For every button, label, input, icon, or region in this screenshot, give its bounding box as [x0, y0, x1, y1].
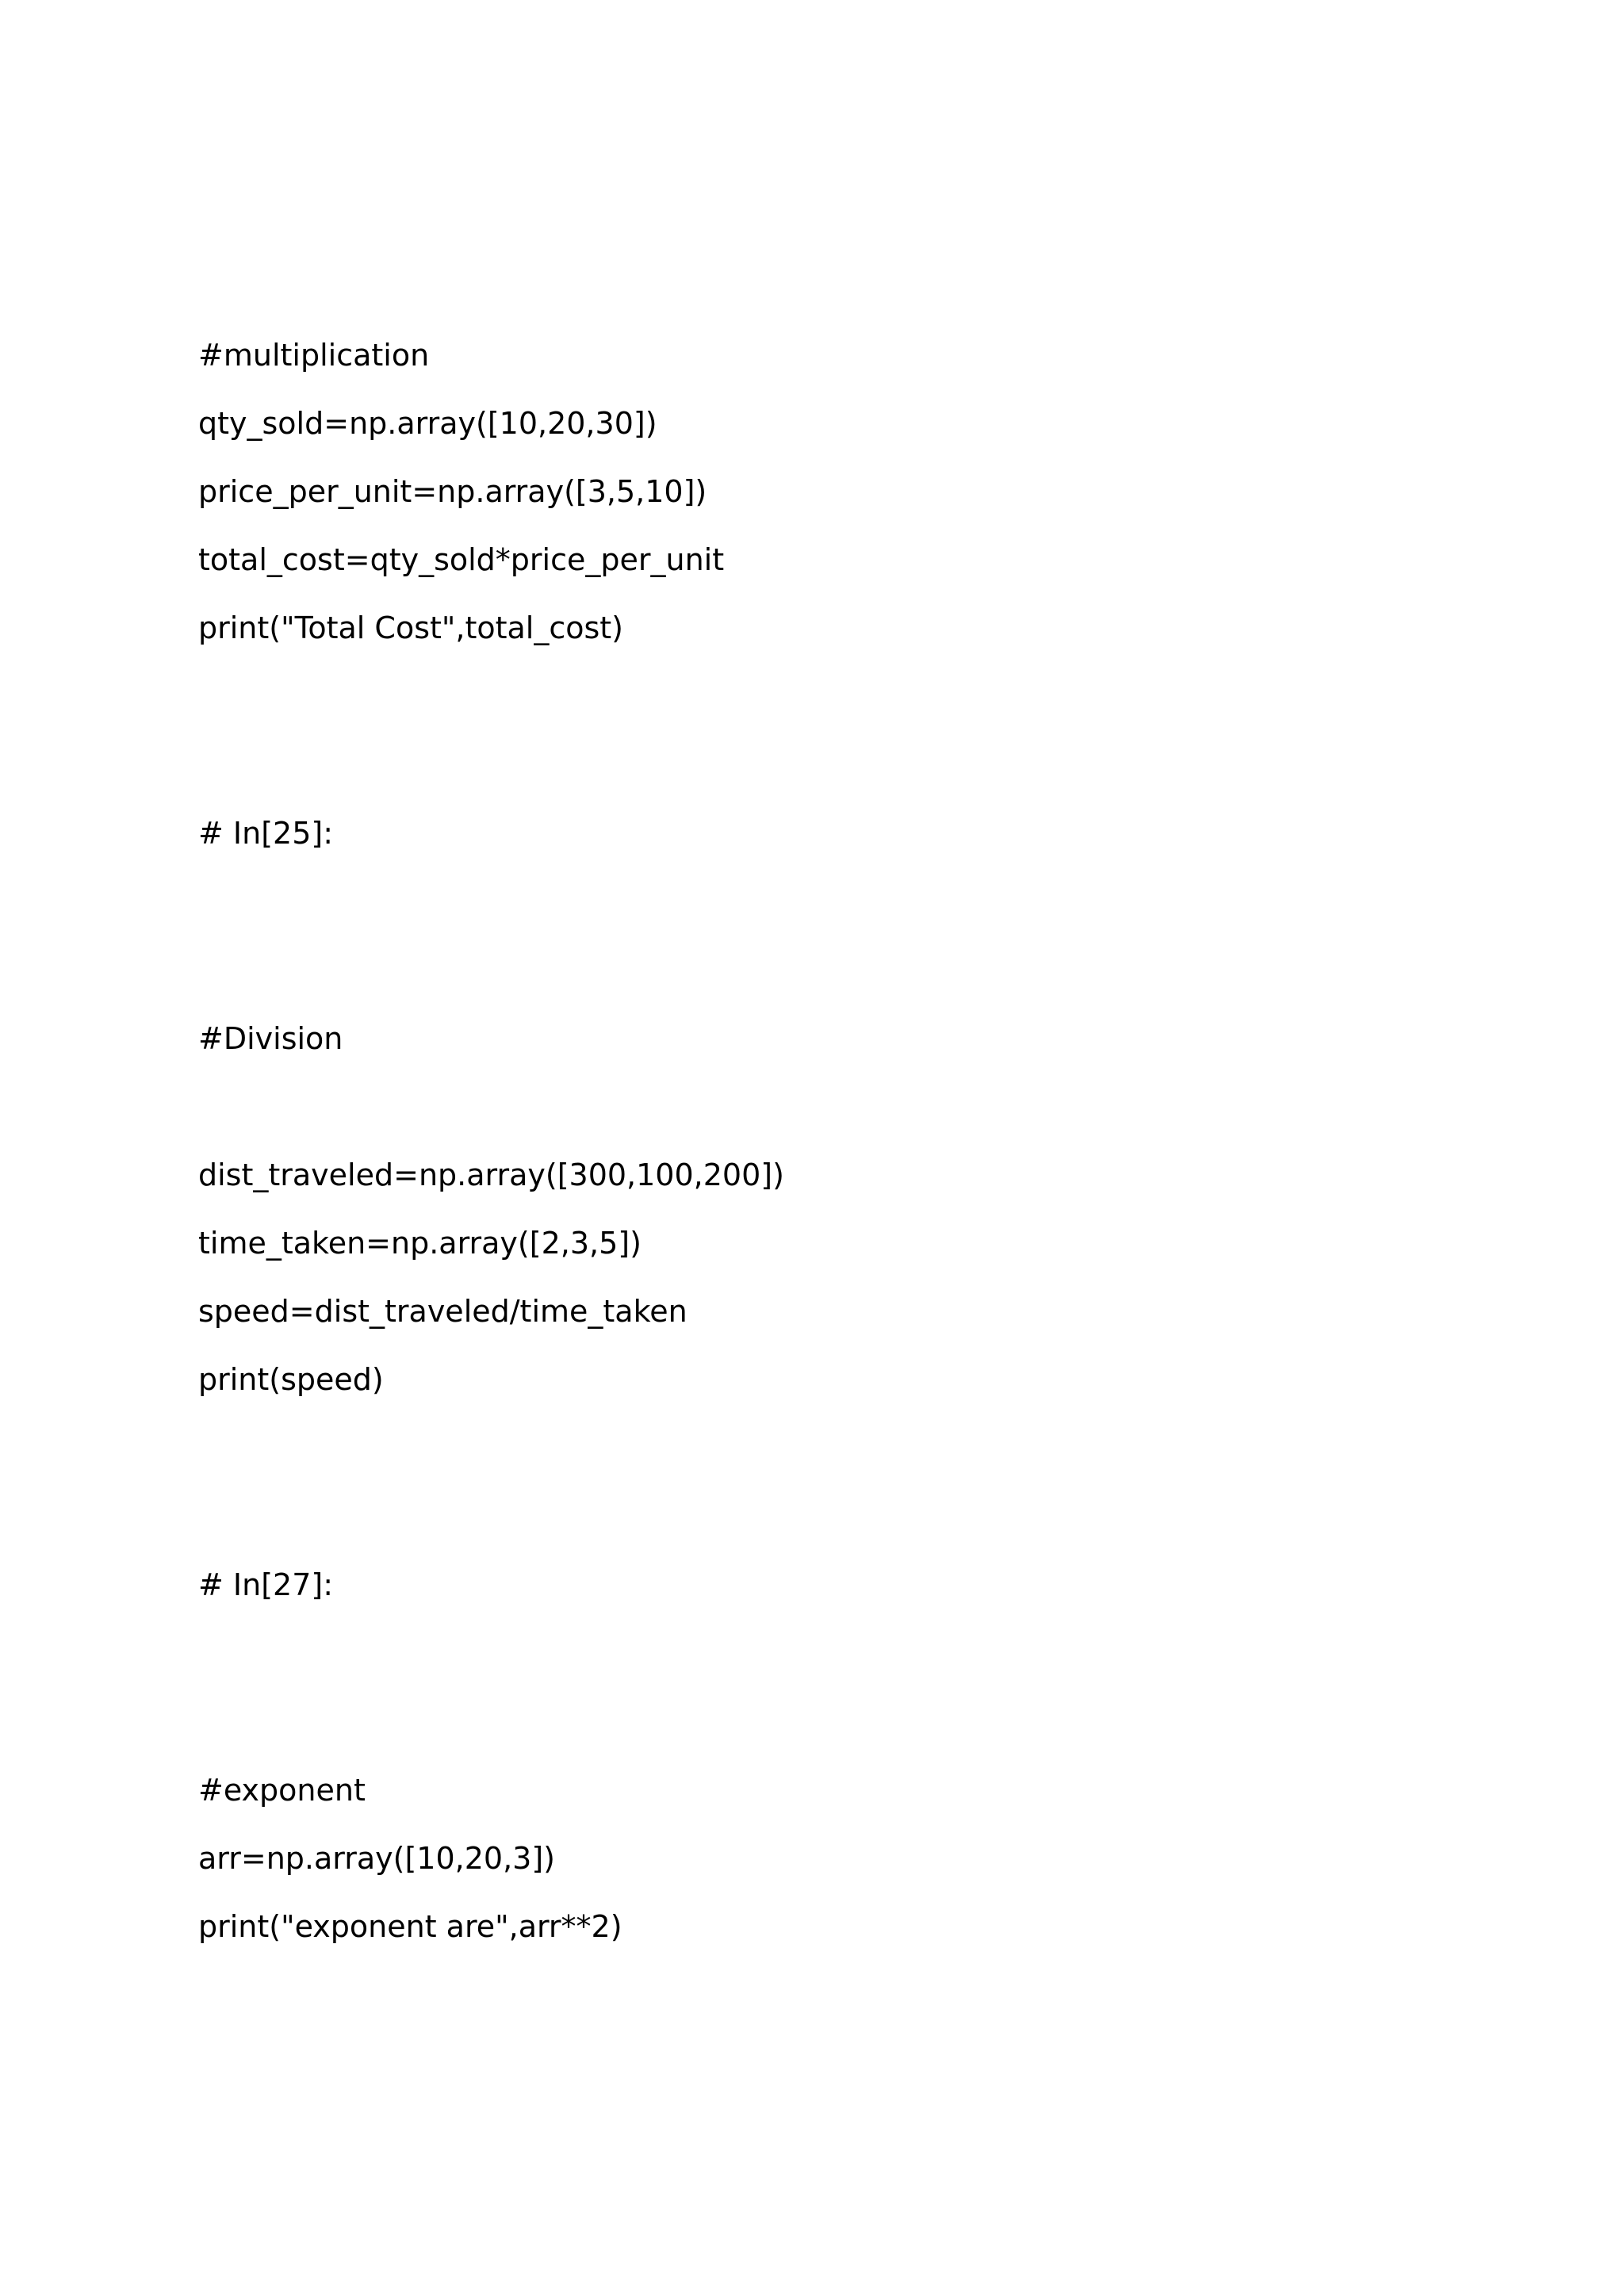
- comment-multiplication: #multiplication: [198, 338, 430, 373]
- code-line-price-per-unit: price_per_unit=np.array([3,5,10]): [198, 474, 707, 509]
- code-line-print-speed: print(speed): [198, 1362, 384, 1397]
- code-line-dist-traveled: dist_traveled=np.array([300,100,200]): [198, 1158, 784, 1192]
- code-line-print-total-cost: print("Total Cost",total_cost): [198, 610, 624, 645]
- code-line-print-exponent: print("exponent are",arr**2): [198, 1909, 622, 1944]
- comment-division: #Division: [198, 1021, 343, 1056]
- code-line-qty-sold: qty_sold=np.array([10,20,30]): [198, 406, 657, 441]
- comment-exponent: #exponent: [198, 1773, 366, 1808]
- code-line-arr: arr=np.array([10,20,3]): [198, 1841, 555, 1876]
- code-line-speed: speed=dist_traveled/time_taken: [198, 1294, 688, 1329]
- code-line-time-taken: time_taken=np.array([2,3,5]): [198, 1226, 642, 1261]
- cell-marker-in-25: # In[25]:: [198, 816, 334, 851]
- code-line-total-cost: total_cost=qty_sold*price_per_unit: [198, 542, 725, 577]
- cell-marker-in-27: # In[27]:: [198, 1567, 334, 1602]
